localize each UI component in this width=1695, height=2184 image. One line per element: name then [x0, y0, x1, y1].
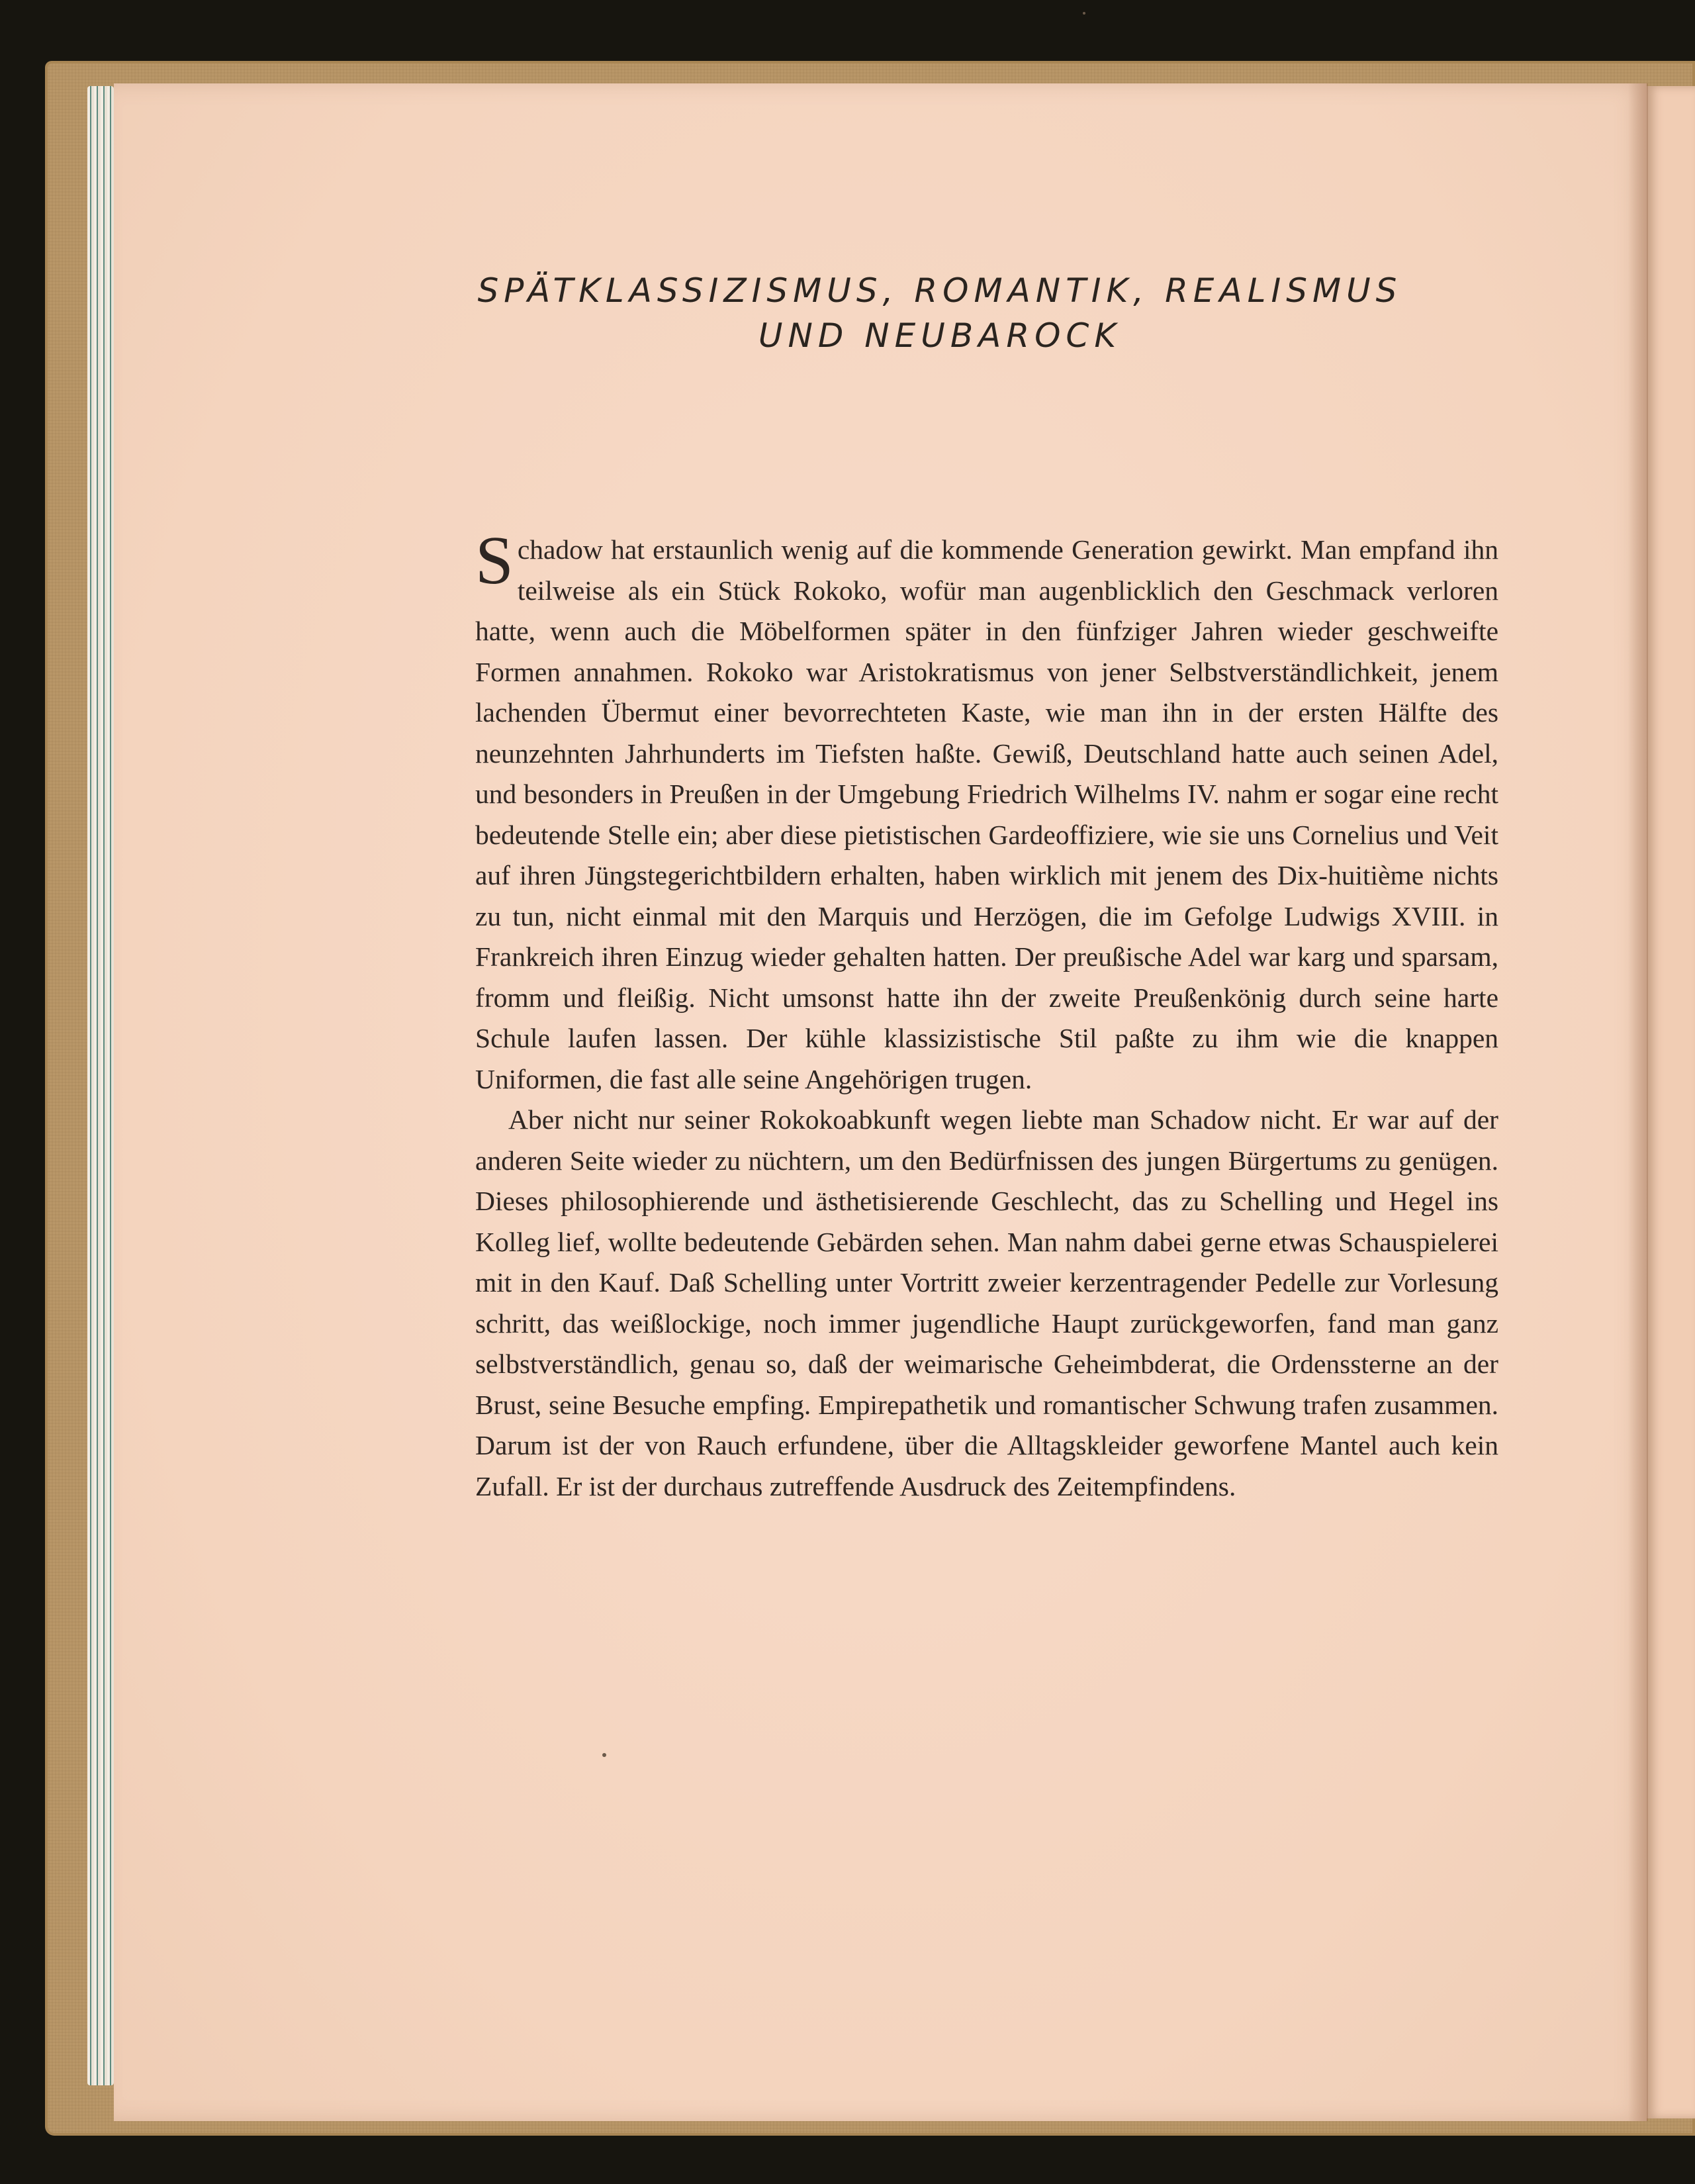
paragraph-1	[475, 522, 1498, 1100]
paragraph-1-text: chadow hat erstaunlich wenig auf die kommende Generation gewirkt. Man empfand ihn teilweise als ein Stück Rokoko, wofür man augenblicklich den Geschmack verloren hatte, wenn auch die Möbelformen später in den fünfziger Jahren wieder geschweifte Formen annahmen. Rokoko war Aristokratismus von jener Selbstverständlichkeit, jenem lachenden Übermut einer bevorrechteten Kaste, wie man ihn in der ersten Hälfte des neunzehnten Jahrhunderts im Tiefsten haßte. Gewiß, Deutschland hatte auch seinen Adel, und besonders in Preußen in der Umgebung Friedrich Wilhelms IV. nahm er sogar eine recht bedeutende Stelle ein; aber diese pietistischen Gardeoffiziere, wie sie uns Cornelius und Veit auf ihren Jüngstegerichtbildern erhalten, haben wirklich mit jenem des Dix-huitième nichts zu tun, nicht einmal mit den Marquis und Herzögen, die im Gefolge Ludwigs XVIII. in Frankreich ihren Einzug wieder gehalten hatten. Der preußische Adel war karg und sparsam, fromm und fleißig. Nicht umsonst hatte ihn der zweite Preußenkönig durch seine harte Schule laufen lassen. Der kühle klassizistische Stil paßte zu ihm wie die knappen Uniformen, die fast alle seine Angehörigen trugen.	[475, 534, 1498, 1094]
paper-speck	[1083, 12, 1085, 15]
page-stack-edge	[87, 86, 114, 2085]
chapter-title	[371, 268, 1509, 358]
chapter-title-line-1: SPÄTKLASSIZISMUS, ROMANTIK, REALISMUS	[477, 271, 1402, 310]
drop-cap: S	[475, 522, 514, 598]
paragraph-2: Aber nicht nur seiner Rokokoabkunft wegen liebte man Schadow nicht. Er war auf der anderen Seite wieder zu nüchtern, um den Bedürfnissen des jungen Bürgertums zu genügen. Dieses philosophierende und ästhetisierende Geschlecht, das zu Schelling und Hegel ins Kolleg lief, wollte bedeutende Gebärden sehen. Man nahm dabei gerne etwas Schauspielerei mit in den Kauf. Daß Schelling unter Vortritt zweier kerzentragender Pedelle zur Vorlesung schritt, das weißlockige, noch immer jugendliche Haupt zurückgeworfen, fand man ganz selbstverständlich, genau so, daß der weimarische Geheimbderat, die Ordenssterne an der Brust, seine Besuche empfing. Empirepathetik und romantischer Schwung trafen zusammen. Darum ist der von Rauch erfundene, über die Alltagskleider geworfene Mantel auch kein Zufall. Er ist der durchaus zutreffende Ausdruck des Zeitempfindens.	[475, 1104, 1498, 1501]
paper-speck	[602, 1753, 606, 1757]
gutter-shadow	[1628, 83, 1648, 2121]
facing-page-edge	[1647, 86, 1695, 2118]
chapter-title-line-2: UND NEUBAROCK	[758, 316, 1122, 355]
body-text	[475, 522, 1498, 1507]
